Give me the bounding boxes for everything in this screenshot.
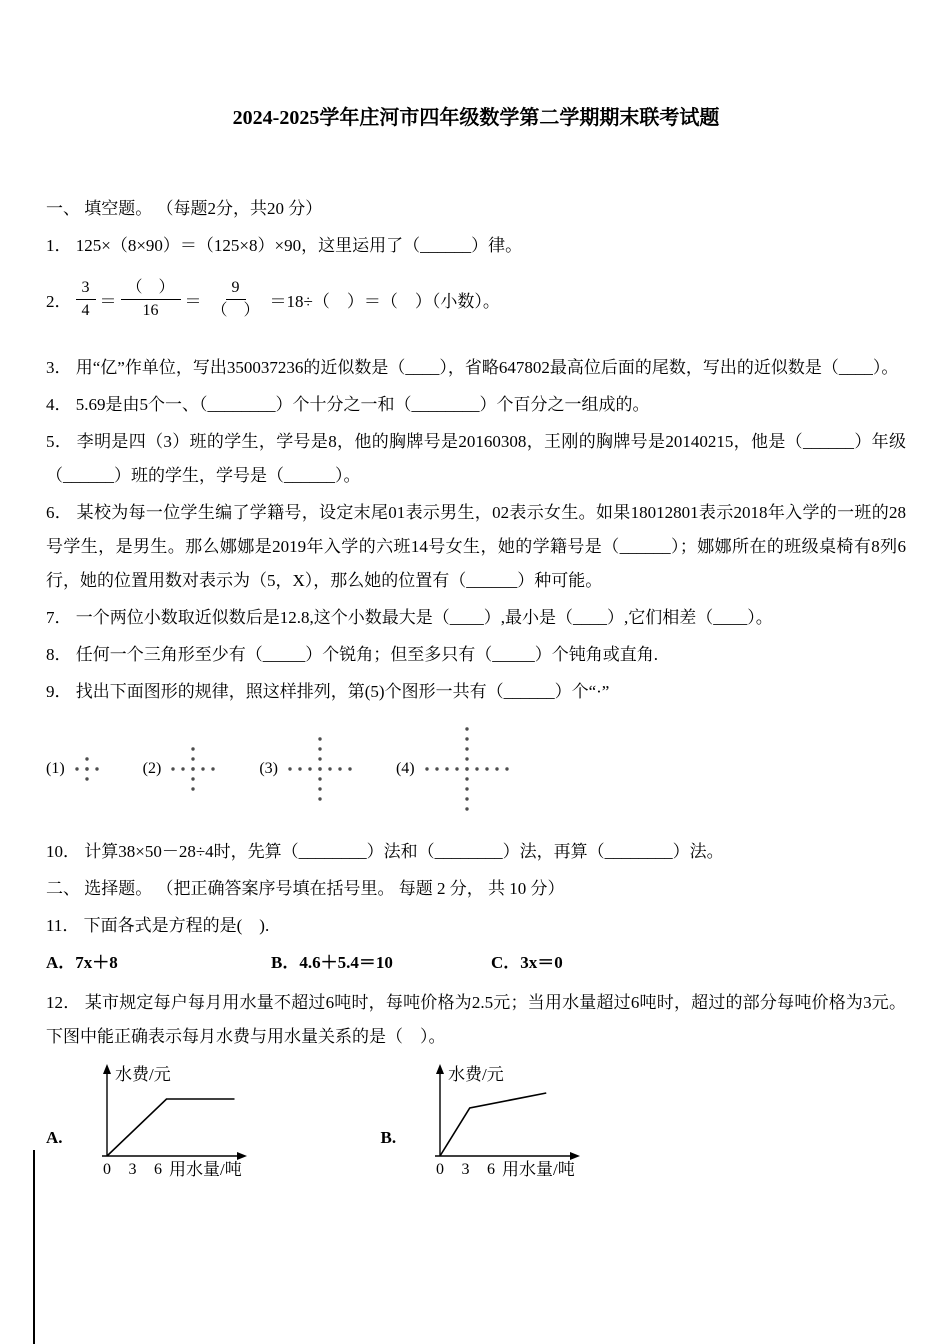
dot-figure-item bbox=[259, 733, 356, 805]
equation-text: 2． bbox=[46, 291, 72, 311]
line-chart bbox=[71, 1060, 321, 1182]
dot-figure-label: (3) bbox=[259, 760, 278, 777]
fraction bbox=[206, 278, 266, 321]
equation-text: ＝ bbox=[99, 291, 117, 311]
question-9-figures bbox=[46, 721, 906, 817]
question-12: 12． 某市规定每户每月用水量不超过6吨时，每吨价格为2.5元；当用水量超过6吨时，超过的部分每吨价格为3元。下图中能正确表示每月水费与用水量关系的是（ ）。 bbox=[46, 993, 906, 1046]
dot-figure-label: (2) bbox=[142, 760, 162, 777]
q11-option-B: B．4.6＋5.4＝10 bbox=[271, 953, 393, 972]
answer-chart-a bbox=[46, 1060, 321, 1182]
dot-figure bbox=[284, 733, 356, 805]
fraction-denominator: 4 bbox=[81, 301, 90, 319]
question-6: 6． 某校为每一位学生编了学籍号，设定末尾01表示男生，02表示女生。如果18012801表示2018年入学的一班的28号学生，是男生。那么娜娜是2019年入学的六班14号女生，她的学籍号是（______）；娜娜所在的班级桌椅有8列6行，她的位置用数对表示为（5，X），那么她的位置有（______）种可能。 bbox=[46, 503, 906, 590]
equation-text: ＝ bbox=[184, 291, 202, 311]
question-4: 4． 5.69是由5个一、（________）个十分之一和（________）个百分之一组成的。 bbox=[46, 395, 650, 414]
question-5: 5． 李明是四（3）班的学生，学号是8，他的胸牌号是20160308，王刚的胸牌号是20140215，他是（______）年级（______）班的学生，学号是（______）。 bbox=[46, 432, 906, 485]
q11-option-C: C．3x＝0 bbox=[491, 953, 563, 972]
x-tick: 0 bbox=[102, 1161, 111, 1178]
section2-heading: 二、 选择题。 （把正确答案序号填在括号里。 每题 2 分， 共 10 分） bbox=[46, 879, 565, 898]
equation-text: ＝18÷（ ）＝（ ）（小数）。 bbox=[269, 291, 500, 311]
answer-chart-b bbox=[381, 1060, 655, 1182]
fraction-denominator: 16 bbox=[142, 301, 159, 319]
scan-edge-artifact bbox=[33, 1150, 35, 1344]
fraction-numerator: 3 bbox=[76, 278, 96, 300]
question-12-charts bbox=[46, 1060, 906, 1182]
line-chart bbox=[404, 1060, 654, 1182]
question-8: 8． 任何一个三角形至少有（_____）个锐角；但至多只有（_____）个钝角或直角. bbox=[46, 645, 658, 664]
chart-option-label: B. bbox=[380, 1128, 397, 1147]
q11-option-A: A．7x＋8 bbox=[46, 953, 118, 972]
fraction-numerator: （ ） bbox=[121, 278, 181, 300]
x-tick: 3 bbox=[128, 1161, 137, 1178]
dot-figure bbox=[167, 743, 219, 795]
fraction-numerator: 9 bbox=[226, 278, 246, 300]
dot-figure bbox=[71, 753, 103, 785]
fraction bbox=[76, 278, 96, 321]
page-title: 2024-2025学年庄河市四年级数学第二学期期末联考试题 bbox=[232, 107, 720, 129]
question-9: 9． 找出下面图形的规律，照这样排列，第(5)个图形一共有（______）个“·” bbox=[46, 682, 610, 701]
fraction-denominator: （ ） bbox=[211, 301, 260, 319]
question-10: 10． 计算38×50－28÷4时，先算（________）法和（________）法，再算（________）法。 bbox=[46, 842, 724, 861]
y-axis-label: 水费/元 bbox=[448, 1065, 504, 1084]
question-2 bbox=[46, 271, 906, 327]
dot-figure-item bbox=[396, 723, 513, 815]
question-1: 1． 125×（8×90）＝（125×8）×90，这里运用了（______）律。 bbox=[46, 236, 523, 255]
dot-figure-label: (1) bbox=[46, 760, 65, 777]
x-tick: 6 bbox=[153, 1161, 162, 1178]
dot-figure-item bbox=[46, 753, 103, 785]
dot-figure bbox=[421, 723, 513, 815]
chart-option-label: A. bbox=[46, 1128, 63, 1147]
y-axis-label: 水费/元 bbox=[114, 1065, 171, 1084]
question-7: 7． 一个两位小数取近似数后是12.8,这个小数最大是（____）,最小是（____）,它们相差（____）。 bbox=[46, 608, 773, 627]
section1-heading: 一、 填空题。 （每题2分，共20 分） bbox=[46, 199, 323, 218]
x-axis-label: 用水量/吨 bbox=[502, 1160, 575, 1179]
x-tick: 3 bbox=[461, 1161, 470, 1178]
dot-figure-label: (4) bbox=[395, 760, 415, 777]
question-3: 3． 用“亿”作单位，写出350037236的近似数是（____），省略647802最高位后面的尾数，写出的近似数是（____）。 bbox=[46, 358, 899, 377]
question-11-options bbox=[46, 946, 906, 980]
question-11: 11． 下面各式是方程的是( ). bbox=[46, 916, 270, 935]
fraction bbox=[121, 278, 181, 321]
dot-figure-item bbox=[143, 743, 220, 795]
x-tick: 6 bbox=[487, 1161, 496, 1178]
x-axis-label: 用水量/吨 bbox=[168, 1160, 242, 1179]
x-tick: 0 bbox=[436, 1161, 445, 1178]
